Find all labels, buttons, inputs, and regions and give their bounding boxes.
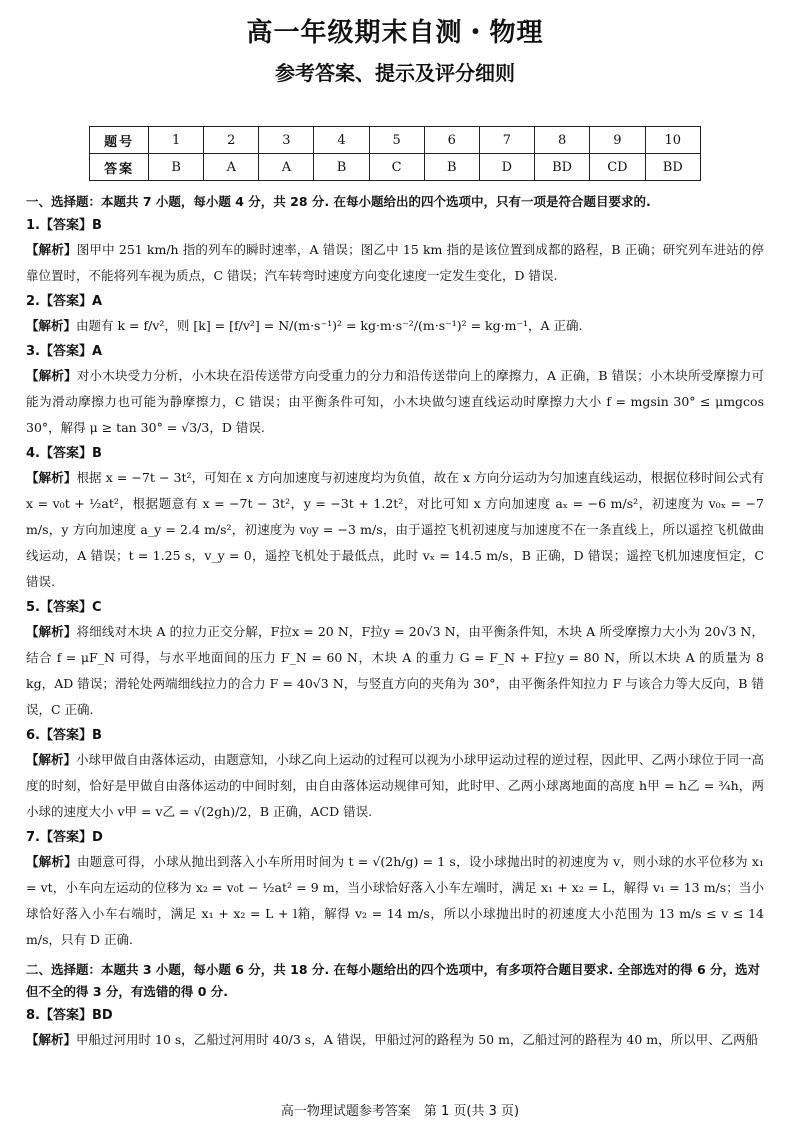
question-number-cell: 4 [314,127,369,154]
question-answer-heading: 3.【答案】A [26,344,103,359]
question-explanation [26,237,764,289]
question-answer-heading: 8.【答案】BD [26,1008,113,1023]
question-explanation [26,849,764,953]
page-subtitle: 参考答案、提示及评分细则 [275,61,515,85]
answer-cell: B [149,154,204,181]
explanation-tag: 【解析】 [26,1032,77,1047]
question-block [26,215,764,289]
section-heading-multiple-choice: 二、选择题：本题共 3 小题，每小题 6 分，共 18 分. 在每小题给出的四个选项中，有多项符合题目要求. 全部选对的得 6 分，选对但不全的得 3 分，有选错的得 0 分. [26,962,761,999]
explanation-tag: 【解析】 [26,242,77,257]
question-number-cell: 6 [424,127,479,154]
explanation-tag: 【解析】 [26,854,77,869]
question-answer-heading: 7.【答案】D [26,830,103,845]
question-number-cell: 5 [369,127,424,154]
explanation-tag: 【解析】 [26,624,77,639]
explanation-text: 小球甲做自由落体运动，由题意知，小球乙向上运动的过程可以视为小球甲运动过程的逆过程，因此甲、乙两小球位于同一高度的时刻，恰好是甲做自由落体运动的中间时刻，由自由落体运动规律可知，此时甲、乙两小球离地面的高度 h甲 = h乙 = ¾h，两小球的速度大小 v甲 = v乙 = √(2gh)/2，B 正确，ACD 错误. [26,752,764,819]
explanation-text: 根据 x = −7t − 3t²，可知在 x 方向加速度与初速度均为负值，故在 x 方向分运动为匀加速直线运动，根据位移时间公式有 x = v₀t + ½at²，根据题意有 x = −7t − 3t²，y = −3t + 1.2t²，对比可知 x 方向加速度 aₓ = −6 m/s²，初速度为 v₀ₓ = −7 m/s，y 方向加速度 a_y = 2.4 m/s²，初速度为 v₀y = −3 m/s，由于遥控飞机初速度与加速度不在一条直线上，所以遥控飞机做曲线运动，A 错误；t = 1.25 s，v_y = 0，遥控飞机处于最低点，此时 vₓ = 14.5 m/s，B 正确，D 错误；遥控飞机加速度恒定，C 错误. [26,470,764,589]
question-block [26,725,764,825]
question-explanation [26,465,764,595]
answer-cell: BD [645,154,700,181]
answer-row [90,154,701,181]
answer-cell: B [424,154,479,181]
question-number-cell: 9 [590,127,645,154]
question-answer-heading: 5.【答案】C [26,600,102,615]
explanation-text: 由题意可得，小球从抛出到落入小车所用时间为 t = √(2h/g) = 1 s，设小球抛出时的初速度为 v，则小球的水平位移为 x₁ = vt，小车向左运动的位移为 x₂ = v₀t − ½at² = 9 m，当小球恰好落入小车左端时，满足 x₁ + x₂ = L，解得 v₁ = 13 m/s；当小球恰好落入小车右端时，满足 x₁ + x₂ = L + l箱，解得 v₂ = 14 m/s，所以小球抛出时的初速度大小范围为 13 m/s ≤ v ≤ 14 m/s，只有 D 正确. [26,854,764,947]
explanation-text: 由题有 k = f/v²，则 [k] = [f/v²] = N/(m·s⁻¹)² = kg·m·s⁻²/(m·s⁻¹)² = kg·m⁻¹，A 正确. [76,318,583,333]
explanation-tag: 【解析】 [26,368,77,383]
answer-cell: D [479,154,534,181]
explanation-tag: 【解析】 [26,318,77,333]
explanation-text: 对小木块受力分析，小木块在沿传送带方向受重力的分力和沿传送带向上的摩擦力，A 正确，B 错误；小木块所受摩擦力可能为滑动摩擦力也可能为静摩擦力，C 错误；由平衡条件可知，小木块做匀速直线运动时摩擦力大小 f = mgsin 30° ≤ μmgcos 30°，解得 μ ≥ tan 30° = √3/3，D 错误. [26,368,764,435]
answer-cell: BD [534,154,589,181]
answer-cell: CD [590,154,645,181]
question-block [26,443,764,595]
question-number-row [90,127,701,154]
answer-cell: C [369,154,424,181]
explanation-tag: 【解析】 [26,470,77,485]
question-number-cell: 7 [479,127,534,154]
question-block [26,597,764,723]
question-answer-heading: 1.【答案】B [26,218,102,233]
question-number-label: 题号 [90,127,149,154]
question-block [26,341,764,441]
explanation-tag: 【解析】 [26,752,77,767]
question-block [26,291,764,339]
answer-cell: A [259,154,314,181]
question-explanation [26,363,764,441]
question-number-cell: 2 [204,127,259,154]
question-block [26,827,764,953]
answer-cell: A [204,154,259,181]
page-footer: 高一物理试题参考答案 第 1 页(共 3 页) [280,1104,520,1119]
explanation-text: 甲船过河用时 10 s，乙船过河用时 40/3 s，A 错误，甲船过河的路程为 50 m，乙船过河的路程为 40 m，所以甲、乙两船 [76,1032,759,1047]
question-explanation [26,1027,764,1053]
question-explanation [26,619,764,723]
question-number-cell: 3 [259,127,314,154]
question-number-cell: 10 [645,127,700,154]
question-number-cell: 8 [534,127,589,154]
answer-table [89,126,701,181]
question-block [26,1005,764,1053]
section-heading-single-choice: 一、选择题：本题共 7 小题，每小题 4 分，共 28 分. 在每小题给出的四个选项中，只有一项是符合题目要求的. [26,194,651,209]
answer-cell: B [314,154,369,181]
explanation-text: 图甲中 251 km/h 指的列车的瞬时速率，A 错误；图乙中 15 km 指的是该位置到成都的路程，B 正确；研究列车进站的停靠位置时，不能将列车视为质点，C 错误；汽车转弯时速度方向变化速度一定发生变化，D 错误. [26,242,764,283]
question-explanation [26,313,764,339]
question-answer-heading: 4.【答案】B [26,446,102,461]
question-answer-heading: 6.【答案】B [26,728,102,743]
answer-label: 答案 [90,154,149,181]
question-explanation [26,747,764,825]
question-answer-heading: 2.【答案】A [26,294,103,309]
question-number-cell: 1 [149,127,204,154]
explanation-text: 将细线对木块 A 的拉力正交分解，F拉x = 20 N，F拉y = 20√3 N，由平衡条件知，木块 A 所受摩擦力大小为 20√3 N，结合 f = μF_N 可得，与水平地面间的压力 F_N = 60 N，木块 A 的重力 G = F_N + F拉y = 80 N，所以木块 A 的质量为 8 kg，AD 错误；滑轮处两端细线拉力的合力 F = 40√3 N，与竖直方向的夹角为 30°，由平衡条件知拉力 F 与该合力等大反向，B 错误，C 正确. [26,624,764,717]
page-title: 高一年级期末自测・物理 [246,18,544,48]
